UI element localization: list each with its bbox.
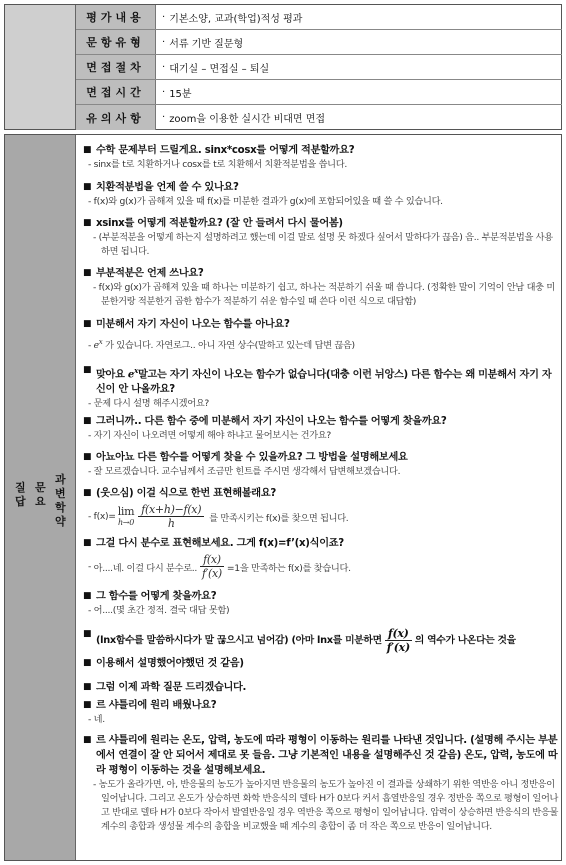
question-text: 말고는 자기 자신이 나오는 함수가 없습니다(대충 이런 뉘앙스) 다른 함수는 왜 미분해서 자기 자신이 안 나올까요?	[96, 369, 552, 396]
qa-list	[83, 137, 561, 859]
qa-item	[83, 627, 559, 671]
answer-prefix: -	[88, 561, 94, 572]
info-label: 평가내용	[76, 5, 156, 29]
qa-item	[83, 414, 559, 443]
side-label-char: 요	[35, 495, 46, 508]
fraction-numerator: f(x+h)−f(x)	[138, 503, 204, 517]
qa-item	[83, 266, 559, 309]
answer-formula	[83, 503, 559, 530]
question-continuation	[83, 656, 559, 671]
side-label-col1	[15, 481, 26, 509]
exam-info-table	[4, 4, 562, 130]
side-label-char: 답	[15, 495, 26, 508]
qa-item	[83, 589, 559, 618]
answer-lead: 아....네. 이걸 다시 분수로..	[93, 562, 198, 574]
answer: - 어....(몇 초간 정적. 결국 대답 못함)	[83, 604, 559, 618]
qa-item	[83, 216, 559, 259]
fraction-denominator: f′(x)	[386, 641, 410, 654]
answer: - 문제 다시 설명 해주시겠어요?	[83, 397, 559, 411]
info-table-side	[5, 5, 76, 129]
question	[83, 363, 559, 397]
info-value: · 기본소양, 교과(학업)적성 평과	[162, 5, 302, 29]
info-row-procedure	[76, 55, 562, 80]
qa-item	[83, 450, 559, 479]
question: ■ 르 샤틀리에 원리 배웠나요?	[83, 698, 559, 713]
question: ■ 아뇨아뇨 다른 함수를 어떻게 찾을 수 있을까요? 그 방법을 설명해보세요	[83, 450, 559, 465]
qa-item	[83, 486, 559, 530]
fraction-denominator: f′(x)	[202, 567, 222, 580]
limit-subscript: h→0	[117, 518, 134, 527]
qa-item	[83, 536, 559, 580]
answer: - 잘 모르겠습니다. 교수님께서 조금만 힌트를 주시면 생각해서 답변해보겠습니다.	[83, 465, 559, 479]
answer: - (부분적분을 어떻게 하는지 설명하려고 했는데 이걸 말로 설명 못 하겠다 싶어서 말하다가 끊음) 음.. 부분적분법을 사용하면 됩니다.	[83, 231, 559, 259]
fraction-numerator: f(x)	[385, 627, 412, 641]
question: ■ xsinx를 어떻게 적분할까요? (잘 안 들려서 다시 물어봄)	[83, 216, 559, 231]
qa-item	[83, 363, 559, 411]
qa-item	[83, 680, 559, 695]
question: ■ 미분해서 자기 자신이 나오는 함수를 아나요?	[83, 317, 559, 332]
question	[83, 627, 559, 654]
side-label-char: 질	[15, 481, 26, 494]
side-label-char: 약	[55, 515, 66, 528]
answer: - 자기 자신이 나오려면 어떻게 해야 하냐고 물어보시는 건가요?	[83, 429, 559, 443]
fraction	[199, 553, 225, 580]
fraction	[138, 503, 204, 530]
math-sup: x	[98, 338, 103, 346]
answer: - 농도가 올라가면, 아, 반응물의 농도가 높아지면 반응물의 농도가 높아진 이 결과를 상쇄하기 위한 역반응 아니 정반응이 일어납니다. 그리고 온도가 상승하면 화학 반응식의 델타 H가 0보다 커서 흡열반응일 경우 정반응 쪽으로 평형이 일어나고 반대로 델타 H가 0보다 작아서 발열반응일 경우 역반응 쪽으로 평형이 일어납니다. 압력이 상승하면 반응식의 반응물 계수의 총합과 생성물 계수의 총합을 비교했을 때 계수의 총합이 좀 더 작은 쪽으로 반응이 일어납니다.	[83, 778, 559, 834]
info-row-time	[76, 80, 562, 105]
question: ■ 르 샤틀리에 원리는 온도, 압력, 농도에 따라 평형이 이동하는 원리를 나타낸 것입니다. (설명해 주시는 부분에서 연결이 잘 안 되어서 제대로 못 들음. 그냥 기본적인 내용을 설명해주신 것 같음) 온도, 압력, 농도에 따라 평형이 이동하는 것을 설명해보세요.	[83, 733, 559, 778]
qa-item	[83, 180, 559, 209]
info-row-notes	[76, 105, 562, 130]
question-suffix: 의 역수가 나온다는 것을	[414, 635, 516, 646]
side-label-char: 과	[55, 473, 66, 486]
side-label-col3	[55, 473, 66, 529]
info-label: 면접절차	[76, 55, 156, 79]
side-label-char: 문	[35, 481, 46, 494]
limit-text: lim	[117, 505, 135, 518]
answer-text: =1을 만족하는 f(x)를 찾습니다.	[226, 562, 351, 574]
qa-side-label-cell	[5, 135, 76, 860]
math-sup: x	[134, 366, 138, 375]
info-value: · 서류 기반 질문형	[162, 30, 243, 54]
info-label: 면접시간	[76, 80, 156, 104]
info-value: · 15분	[162, 80, 192, 104]
info-row-evaluation	[76, 5, 562, 30]
info-label: 문항유형	[76, 30, 156, 54]
question-text: 이용해서 설명했어야했던 것 같음)	[96, 658, 244, 669]
info-value: · zoom을 이용한 실시간 비대면 면접	[162, 105, 325, 130]
answer: - 네.	[83, 713, 559, 727]
fraction-denominator: h	[167, 517, 175, 530]
question: ■ 그러니까.. 다른 함수 중에 미분해서 자기 자신이 나오는 함수를 어떻게 찾을까요?	[83, 414, 559, 429]
qa-item	[83, 317, 559, 353]
limit	[118, 506, 135, 527]
answer	[83, 335, 559, 353]
math-e: e	[93, 340, 99, 352]
qa-item	[83, 698, 559, 727]
question-prefix: 맞아요	[96, 369, 128, 381]
answer: - f(x)와 g(x)가 곱해져 있을 때 f(x)를 미분한 결과가 g(x)에 포함되어있을 때 쓸 수 있습니다.	[83, 195, 559, 209]
info-row-question-type	[76, 30, 562, 55]
answer: - sinx를 t로 치환하거나 cosx를 t로 치환해서 치환적분법을 씁니다.	[83, 158, 559, 172]
question: ■ 수학 문제부터 드릴게요. sinx*cosx를 어떻게 적분할까요?	[83, 143, 559, 158]
question-prefix: ■ (lnx함수를 말씀하시다가 말 끊으시고 넘어감) (아마 lnx를 미분하면	[96, 635, 382, 646]
qa-item	[83, 143, 559, 172]
math-e: e	[127, 368, 135, 381]
formula-fx: f(x)=	[93, 511, 116, 522]
question: ■ (웃으심) 이걸 식으로 한번 표현해볼래요?	[83, 486, 559, 501]
answer-formula	[83, 553, 559, 580]
fraction-numerator: f(x)	[200, 553, 224, 567]
answer: - f(x)와 g(x)가 곱해져 있을 때 하나는 미분하기 쉽고, 하나는 적분하기 쉬울 때 씁니다. (정확한 말이 기억이 안남 대충 미분한거랑 적분한거 곱한 함수가 적분하기 쉬운 함수일 때 쓴다 이런 식으로 대답함)	[83, 281, 559, 309]
question: ■ 그 함수를 어떻게 찾을까요?	[83, 589, 559, 604]
question: ■ 그럼 이제 과학 질문 드리겠습니다.	[83, 680, 559, 695]
question: ■ 부분적분은 언제 쓰나요?	[83, 266, 559, 281]
side-label-char: 변	[55, 487, 66, 500]
question: ■ 치환적분법을 언제 쓸 수 있나요?	[83, 180, 559, 195]
side-label-col2	[35, 481, 46, 509]
info-label: 유의사항	[76, 105, 156, 130]
answer-text: 가 있습니다. 자연로그.. 아니 자연 상수(말하고 있는데 답변 끊음)	[105, 340, 355, 352]
question: ■ 그걸 다시 분수로 표현해보세요. 그게 f(x)=f’(x)식이죠?	[83, 536, 559, 551]
answer-text: 를 만족시키는 f(x)를 찾으면 됩니다.	[209, 512, 349, 524]
fraction	[384, 627, 413, 654]
qa-item	[83, 733, 559, 834]
answer-prefix: -	[88, 511, 94, 522]
info-value: · 대기실 – 면접실 – 퇴실	[162, 55, 269, 79]
qa-section	[4, 134, 562, 861]
side-label-char: 학	[55, 501, 66, 514]
